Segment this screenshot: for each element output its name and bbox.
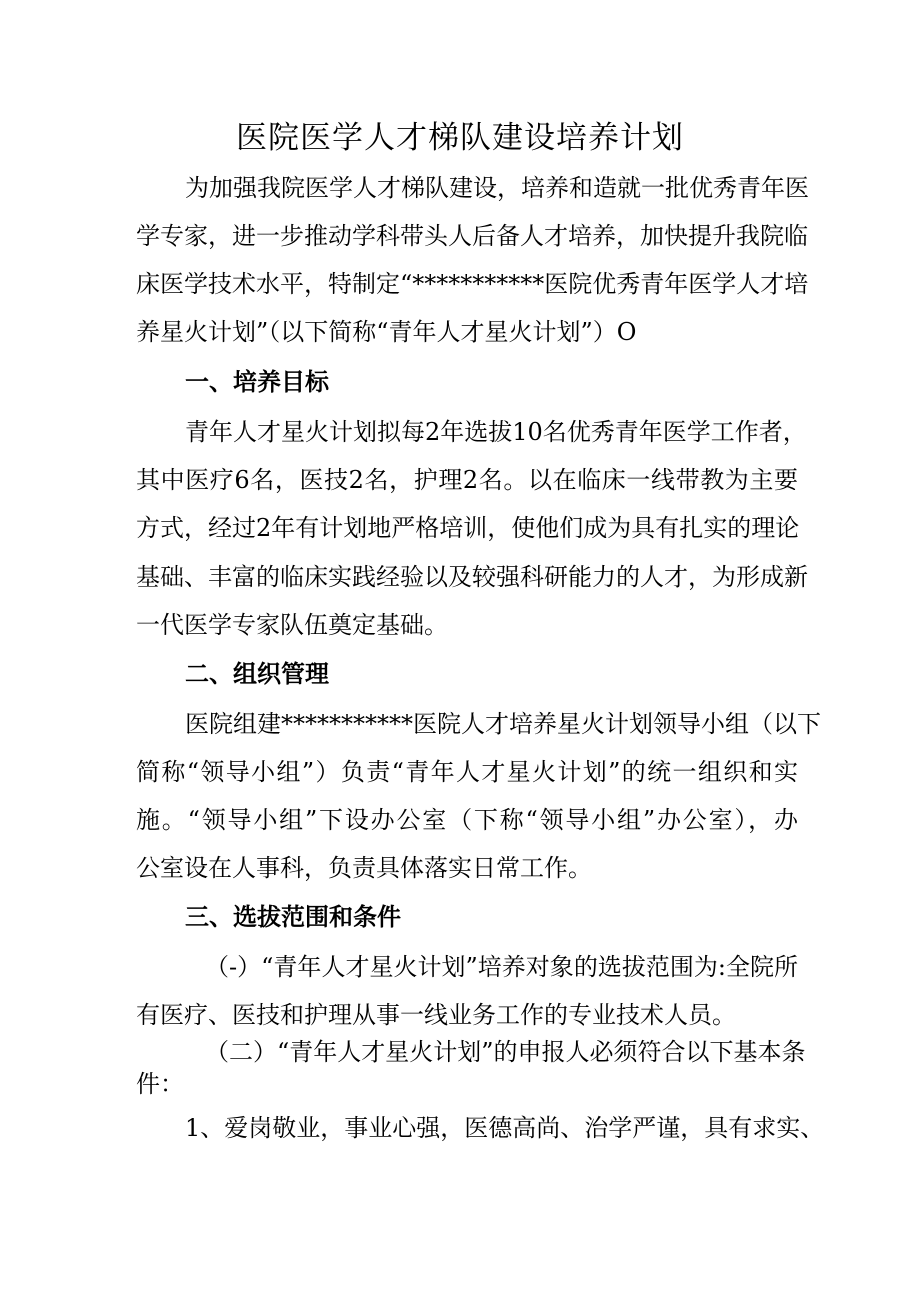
paragraph-line: 医院组建***********医院人才培养星火计划领导小组（以下: [185, 710, 821, 738]
paragraph-line: （-）“青年人才星火计划”培养对象的选拔范围为:全院所: [205, 953, 798, 981]
section-heading-organization: 二、组织管理: [185, 660, 329, 688]
paragraph-line: 基础、丰富的临床实践经验以及较强科研能力的人才，为形成新: [136, 563, 808, 591]
paragraph-line: （二）“青年人才星火计划”的申报人必须符合以下基本条: [205, 1038, 806, 1066]
intro-line: 为加强我院医学人才梯队建设，培养和造就一批优秀青年医: [185, 174, 809, 202]
paragraph-line: 方式，经过2年有计划地严格培训，使他们成为具有扎实的理论: [136, 514, 800, 542]
intro-line: 床医学技术水平，特制定“***********医院优秀青年医学人才培: [136, 270, 809, 298]
document-title: 医院医学人才梯队建设培养计划: [236, 120, 684, 156]
intro-line: 学专家，进一步推动学科带头人后备人才培养，加快提升我院临: [136, 222, 808, 250]
section-heading-selection: 三、选拔范围和条件: [185, 903, 401, 931]
paragraph-line: 件：: [136, 1070, 184, 1098]
paragraph-line: 其中医疗6名，医技2名，护理2名。以在临床一线带教为主要: [136, 466, 798, 494]
paragraph-line: 青年人才星火计划拟每2年选拔10名优秀青年医学工作者，: [185, 418, 807, 446]
paragraph-line: 简称“领导小组”）负责“青年人才星火计划”的统一组织和实: [136, 758, 798, 786]
paragraph-line: 一代医学专家队伍奠定基础。: [136, 611, 448, 639]
paragraph-line: 1、爱岗敬业，事业心强，医德高尚、治学严谨，具有求实、: [185, 1114, 825, 1142]
intro-line: 养星火计划”（以下简称“青年人才星火计划”）O: [136, 318, 637, 346]
paragraph-line: 有医疗、医技和护理从事一线业务工作的专业技术人员。: [136, 1001, 736, 1029]
paragraph-line: 施。“领导小组”下设办公室（下称“领导小组”办公室），办: [136, 806, 798, 834]
section-heading-training-goal: 一、培养目标: [185, 368, 329, 396]
paragraph-line: 公室设在人事科，负责具体落实日常工作。: [136, 854, 592, 882]
